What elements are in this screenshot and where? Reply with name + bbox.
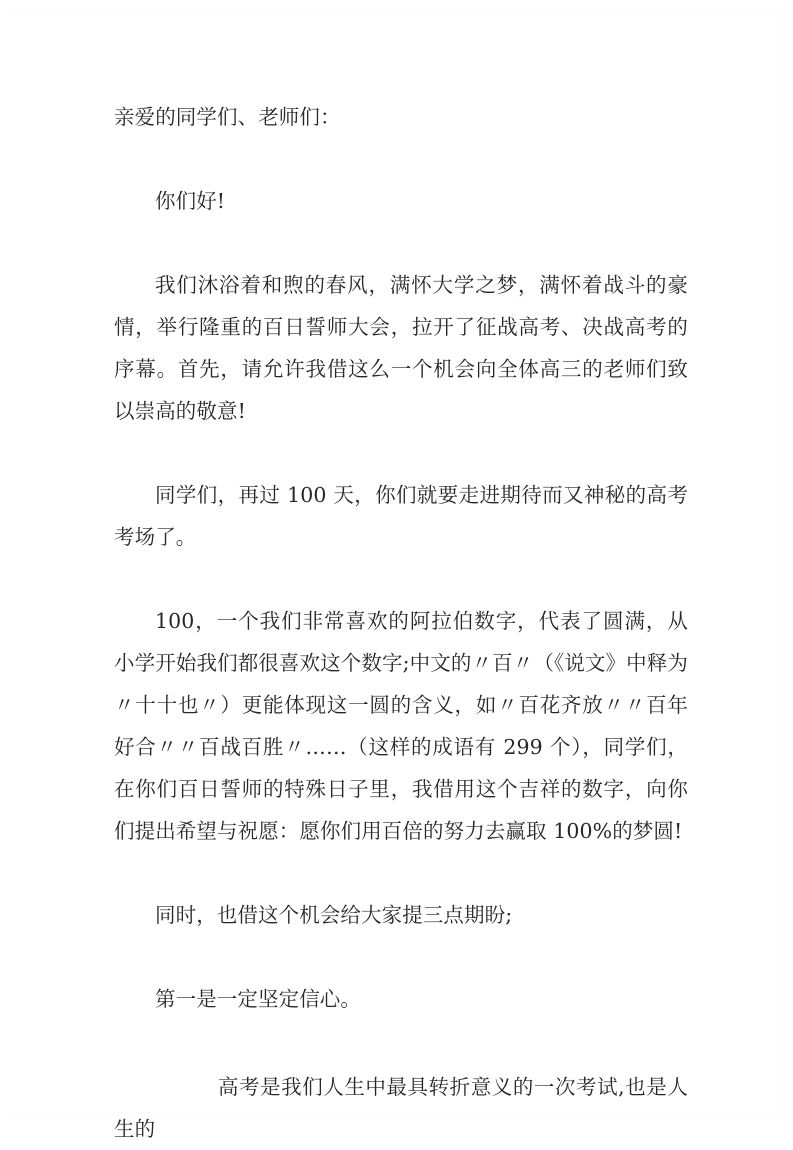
paragraph-greeting: 你们好! (155, 189, 226, 213)
paragraph-salutation: 亲爱的同学们、老师们： (114, 105, 341, 129)
paragraph-number-meaning: 100，一个我们非常喜欢的阿拉伯数字，代表了圆满，从小学开始我们都很喜欢这个数字;中文的〃百〃（《说文》中释为〃十十也〃）更能体现这一圆的含义，如〃百花齐放〃〃百年好合〃〃百战百胜〃……（这样的成语有 299 个），同学们，在你们百日誓师的特殊日子里，我借用这个吉祥的数字，向你们提出希望与祝愿：愿你们用百倍的努力去赢取 100%的梦圆! (114, 609, 688, 843)
document-text-body (114, 96, 688, 1150)
paragraph-opening: 我们沐浴着和煦的春风，满怀大学之梦，满怀着战斗的豪情，举行隆重的百日誓师大会，拉开了征战高考、决战高考的序幕。首先，请允许我借这么一个机会向全体高三的老师们致以崇高的敬意! (114, 273, 688, 423)
paragraph-hundred-days: 同学们，再过 100 天，你们就要走进期待而又神秘的高考考场了。 (114, 483, 688, 549)
paragraph-point-one: 第一是一定坚定信心。 (155, 987, 361, 1011)
paragraph-three-hopes: 同时，也借这个机会给大家提三点期盼; (155, 903, 513, 927)
paragraph-point-one-detail: 高考是我们人生中最具转折意义的一次考试,也是人生的 (114, 1075, 688, 1141)
